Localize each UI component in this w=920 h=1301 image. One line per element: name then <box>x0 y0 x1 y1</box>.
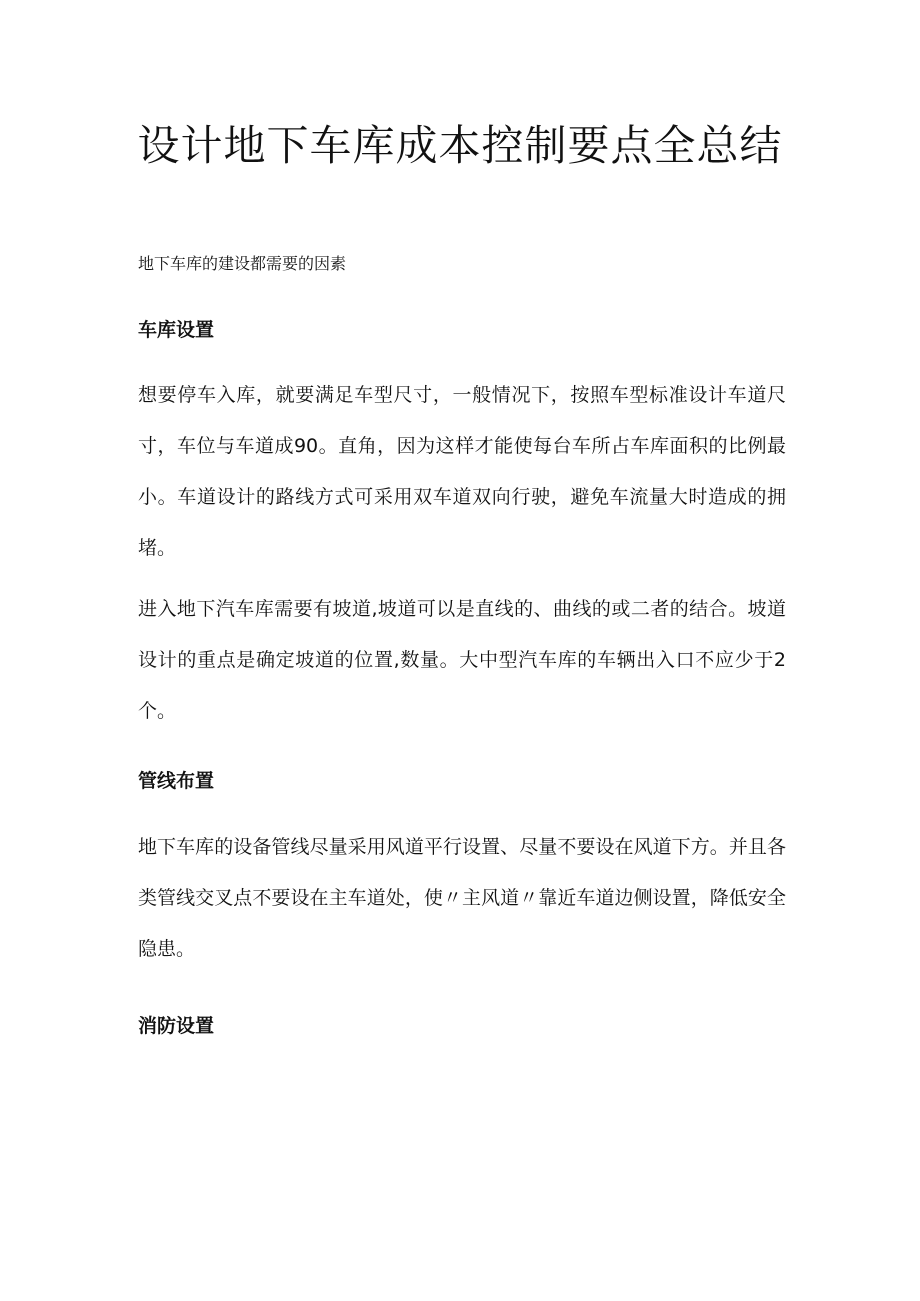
document-subtitle: 地下车库的建设都需要的因素 <box>138 254 347 273</box>
paragraph-garage-dimensions: 想要停车入库，就要满足车型尺寸，一般情况下，按照车型标准设计车道尺寸，车位与车道成90。直角，因为这样才能使每台车所占车库面积的比例最小。车道设计的路线方式可采用双车道双向行驶，避免车流量大时造成的拥堵。 <box>138 384 786 559</box>
paragraph-pipeline-layout: 地下车库的设备管线尽量采用风道平行设置、尽量不要设在风道下方。并且各类管线交叉点不要设在主车道处，使〃主风道〃靠近车道边侧设置，降低安全隐患。 <box>138 836 786 960</box>
section-heading-pipeline-layout: 管线布置 <box>138 770 215 792</box>
paragraph-ramp-design: 进入地下汽车库需要有坡道,坡道可以是直线的、曲线的或二者的结合。坡道设计的重点是确定坡道的位置,数量。大中型汽车库的车辆出入口不应少于2个。 <box>138 598 786 722</box>
section-heading-fire-protection: 消防设置 <box>138 1015 215 1037</box>
section-heading-garage-setup: 车库设置 <box>138 319 215 341</box>
document-title: 设计地下车库成本控制要点全总结 <box>137 121 783 170</box>
